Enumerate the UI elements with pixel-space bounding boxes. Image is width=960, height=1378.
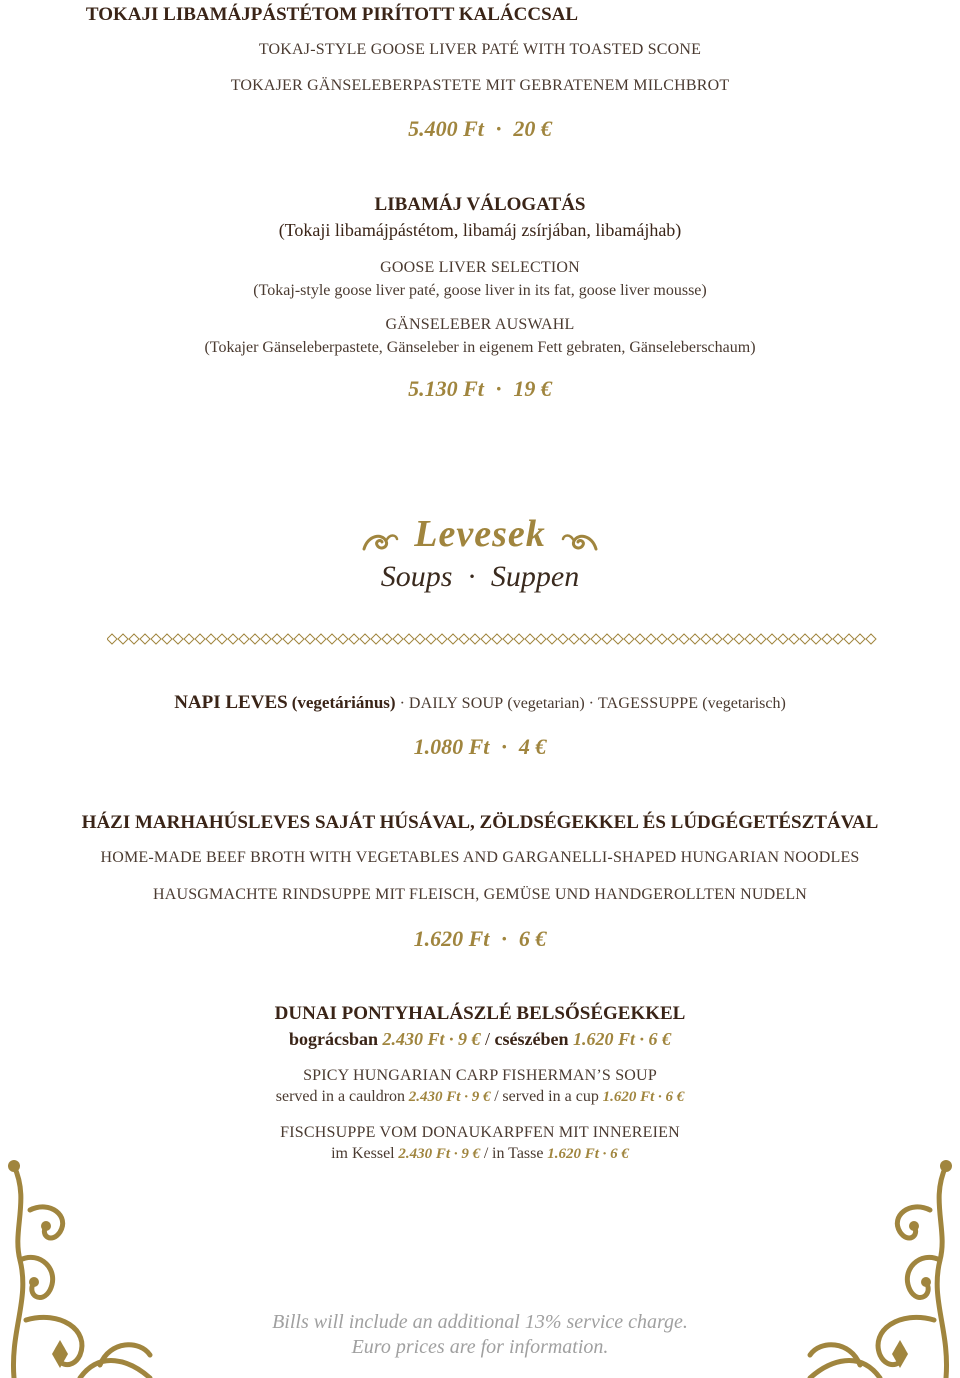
divider-diamond bbox=[250, 634, 260, 644]
flourish-left-icon bbox=[360, 527, 400, 557]
soup1-veg-hu: (vegetáriánus) bbox=[291, 693, 396, 712]
divider-diamond bbox=[503, 634, 513, 644]
item1-price-eur: 20 € bbox=[513, 116, 552, 141]
divider-diamond bbox=[525, 634, 535, 644]
soup3-title-en: SPICY HUNGARIAN CARP FISHERMAN’S SOUP bbox=[303, 1067, 657, 1084]
soup3-cauldron-ft: 2.430 Ft bbox=[408, 1089, 461, 1105]
footer-service-charge: Bills will include an additional 13% service charge. bbox=[272, 1311, 688, 1333]
divider-diamond bbox=[437, 634, 447, 644]
divider-diamond bbox=[239, 634, 249, 644]
divider-diamond bbox=[833, 634, 843, 644]
section-subtitle-en: Soups bbox=[380, 560, 453, 593]
soup3-en-cauldron: served in a cauldron bbox=[275, 1088, 406, 1105]
soup3-title-hu: DUNAI PONTYHALÁSZLÉ BELSŐSÉGEKKEL bbox=[274, 1003, 686, 1024]
soup3-cauldron-eur: 9 € bbox=[471, 1089, 491, 1105]
divider-diamond bbox=[635, 634, 645, 644]
divider-diamond bbox=[712, 634, 722, 644]
soup3-cup-ft: 1.620 Ft bbox=[547, 1146, 599, 1162]
footer-euro-info: Euro prices are for information. bbox=[351, 1336, 609, 1358]
soup3-cauldron-eur: 9 € bbox=[458, 1029, 481, 1049]
divider-diamond bbox=[844, 634, 854, 644]
soup1-price-eur: 4 € bbox=[518, 734, 547, 759]
dot: · bbox=[399, 695, 405, 712]
divider-diamond bbox=[162, 634, 172, 644]
divider-diamond bbox=[767, 634, 777, 644]
soup3-cauldron-eur: 9 € bbox=[461, 1146, 481, 1162]
divider-diamond bbox=[646, 634, 656, 644]
item1-price-ft: 5.400 Ft bbox=[408, 116, 484, 141]
soup2-price-ft: 1.620 Ft bbox=[413, 926, 490, 951]
divider-diamond bbox=[316, 634, 326, 644]
soup3-prices-en bbox=[0, 1088, 960, 1106]
divider-diamond bbox=[228, 634, 238, 644]
item2-price-eur: 19 € bbox=[513, 376, 552, 401]
item1-title-en: TOKAJ-STYLE GOOSE LIVER PATÉ WITH TOASTED SCONE bbox=[258, 41, 702, 58]
divider-diamond bbox=[140, 634, 150, 644]
divider-diamond bbox=[481, 634, 491, 644]
divider-diamond bbox=[536, 634, 546, 644]
divider-diamond bbox=[679, 634, 689, 644]
dot: · bbox=[588, 695, 594, 712]
divider-diamond bbox=[404, 634, 414, 644]
soup1-price bbox=[0, 734, 960, 760]
divider-diamond bbox=[756, 634, 766, 644]
divider-diamond bbox=[360, 634, 370, 644]
soup1-veg-de: (vegetarisch) bbox=[702, 695, 786, 712]
divider-diamond bbox=[778, 634, 788, 644]
price-dot: · bbox=[501, 734, 507, 759]
dot: · bbox=[658, 1089, 662, 1105]
soup3-cup-eur: 6 € bbox=[610, 1146, 629, 1162]
soup1-title-en: DAILY SOUP bbox=[408, 695, 504, 712]
section-heading bbox=[0, 512, 960, 557]
dot: · bbox=[464, 1089, 468, 1105]
soup3-de-cauldron: im Kessel bbox=[331, 1145, 395, 1162]
item2-sub-en: (Tokaj-style goose liver paté, goose liver in its fat, goose liver mousse) bbox=[253, 282, 707, 299]
item2-price-ft: 5.130 Ft bbox=[408, 376, 484, 401]
soup2-title-hu: HÁZI MARHAHÚSLEVES SAJÁT HÚSÁVAL, ZÖLDSÉGEKKEL ÉS LÚDGÉGETÉSZTÁVAL bbox=[81, 812, 879, 833]
divider-diamond bbox=[569, 634, 579, 644]
soup3-title-de: FISCHSUPPE VOM DONAUKARPFEN MIT INNEREIEN bbox=[280, 1124, 680, 1141]
soup3-cauldron-ft: 2.430 Ft bbox=[398, 1146, 451, 1162]
soup1-title-de: TAGESSUPPE bbox=[597, 695, 699, 712]
divider-diamond bbox=[822, 634, 832, 644]
item1-price bbox=[0, 116, 960, 142]
section-subtitle bbox=[0, 560, 960, 594]
divider-diamond bbox=[668, 634, 678, 644]
soup3-de-cup: in Tasse bbox=[492, 1145, 544, 1162]
item1-title-hu: TOKAJI LIBAMÁJPÁSTÉTOM PIRÍTOTT KALÁCCSAL bbox=[85, 4, 579, 25]
soup3-hu-cup: csészében bbox=[494, 1029, 569, 1049]
divider-diamond bbox=[283, 634, 293, 644]
divider-diamond bbox=[338, 634, 348, 644]
dot: · bbox=[639, 1029, 645, 1049]
soup2-price bbox=[0, 926, 960, 952]
divider-diamond bbox=[294, 634, 304, 644]
divider-diamond bbox=[734, 634, 744, 644]
diamond-divider bbox=[107, 632, 877, 646]
divider-diamond bbox=[426, 634, 436, 644]
soup1-titles bbox=[0, 692, 960, 714]
divider-diamond bbox=[613, 634, 623, 644]
divider-diamond bbox=[327, 634, 337, 644]
item1-title-de: TOKAJER GÄNSELEBERPASTETE MIT GEBRATENEM MILCHBROT bbox=[230, 77, 730, 94]
item2-title-de: GÄNSELEBER AUSWAHL bbox=[385, 316, 575, 333]
section-subtitle-de: Suppen bbox=[490, 560, 580, 593]
soup2-price-eur: 6 € bbox=[518, 926, 547, 951]
divider-diamond bbox=[514, 634, 524, 644]
dot: · bbox=[453, 1146, 458, 1162]
soup1-price-ft: 1.080 Ft bbox=[413, 734, 490, 759]
divider-diamond bbox=[173, 634, 183, 644]
divider-diamond bbox=[448, 634, 458, 644]
divider-diamond bbox=[151, 634, 161, 644]
divider-diamond bbox=[558, 634, 568, 644]
soup3-prices-hu bbox=[0, 1029, 960, 1050]
divider-diamond bbox=[800, 634, 810, 644]
soup3-en-cup: served in a cup bbox=[502, 1088, 599, 1105]
item2-title-hu: LIBAMÁJ VÁLOGATÁS bbox=[374, 194, 586, 215]
price-dot: · bbox=[501, 926, 507, 951]
item2-price bbox=[0, 376, 960, 402]
divider-diamond bbox=[393, 634, 403, 644]
divider-diamond bbox=[371, 634, 381, 644]
slash: / bbox=[483, 1145, 489, 1162]
divider-diamond bbox=[459, 634, 469, 644]
soup2-title-de: HAUSGMACHTE RINDSUPPE MIT FLEISCH, GEMÜSE UND HANDGEROLLTEN NUDELN bbox=[152, 886, 808, 903]
divider-diamond bbox=[261, 634, 271, 644]
divider-diamond bbox=[382, 634, 392, 644]
dot: · bbox=[602, 1146, 607, 1162]
divider-diamond bbox=[723, 634, 733, 644]
divider-diamond bbox=[657, 634, 667, 644]
divider-diamond bbox=[195, 634, 205, 644]
soup3-hu-cauldron: bográcsban bbox=[288, 1029, 378, 1049]
divider-diamond bbox=[492, 634, 502, 644]
soup3-cup-eur: 6 € bbox=[665, 1089, 685, 1105]
dot: · bbox=[449, 1029, 454, 1049]
price-dot: · bbox=[495, 376, 502, 401]
divider-diamond bbox=[272, 634, 282, 644]
divider-diamond bbox=[745, 634, 755, 644]
divider-diamond bbox=[602, 634, 612, 644]
divider-diamond bbox=[624, 634, 634, 644]
divider-diamond bbox=[811, 634, 821, 644]
divider-diamond bbox=[866, 634, 876, 644]
slash: / bbox=[485, 1029, 491, 1049]
divider-diamond bbox=[701, 634, 711, 644]
item2-sub-hu: (Tokaji libamájpástétom, libamáj zsírjában, libamájhab) bbox=[278, 220, 682, 240]
divider-diamond bbox=[789, 634, 799, 644]
divider-diamond bbox=[349, 634, 359, 644]
flourish-right-icon bbox=[560, 527, 600, 557]
price-dot: · bbox=[495, 116, 502, 141]
subtitle-dot: · bbox=[467, 560, 476, 593]
section-title: Levesek bbox=[414, 513, 546, 555]
soup3-cup-ft: 1.620 Ft bbox=[573, 1029, 636, 1049]
item2-title-en: GOOSE LIVER SELECTION bbox=[380, 259, 580, 276]
soup1-title-hu: NAPI LEVES bbox=[174, 692, 288, 713]
soup3-cauldron-ft: 2.430 Ft bbox=[382, 1029, 445, 1049]
item2-sub-de: (Tokajer Gänseleberpastete, Gänseleber in eigenem Fett gebraten, Gänseleberschaum) bbox=[204, 339, 756, 356]
divider-diamond bbox=[415, 634, 425, 644]
divider-diamond bbox=[591, 634, 601, 644]
divider-diamond bbox=[206, 634, 216, 644]
divider-diamond bbox=[305, 634, 315, 644]
divider-diamond bbox=[184, 634, 194, 644]
divider-diamond bbox=[217, 634, 227, 644]
divider-diamond bbox=[470, 634, 480, 644]
divider-diamond bbox=[118, 634, 128, 644]
soup3-cup-ft: 1.620 Ft bbox=[602, 1089, 655, 1105]
soup2-title-en: HOME-MADE BEEF BROTH WITH VEGETABLES AND GARGANELLI-SHAPED HUNGARIAN NOODLES bbox=[100, 849, 860, 866]
slash: / bbox=[494, 1088, 499, 1105]
divider-diamond bbox=[690, 634, 700, 644]
divider-diamond bbox=[107, 634, 117, 644]
divider-diamond bbox=[855, 634, 865, 644]
divider-diamond bbox=[129, 634, 139, 644]
divider-diamond bbox=[547, 634, 557, 644]
soup1-veg-en: (vegetarian) bbox=[507, 695, 585, 712]
soup3-cup-eur: 6 € bbox=[648, 1029, 672, 1049]
divider-diamond bbox=[580, 634, 590, 644]
